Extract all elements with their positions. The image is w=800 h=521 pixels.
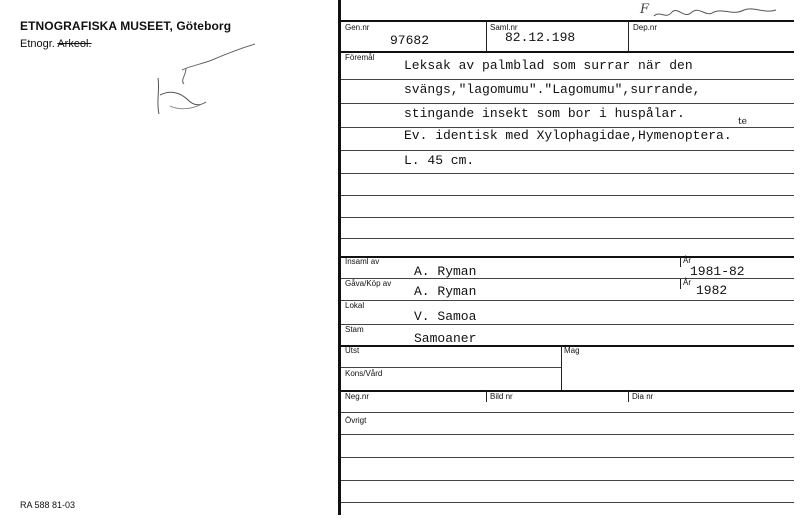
bild-nr-label: Bild nr: [490, 392, 513, 401]
ruled-line: [341, 238, 794, 239]
stam-value: Samoaner: [414, 331, 477, 346]
card-top-border: [341, 20, 794, 22]
insaml-av-value: A. Ryman: [414, 264, 477, 279]
divider: [680, 257, 681, 267]
ruled-line: [341, 480, 794, 481]
gava-kop-label: Gåva/Köp av: [345, 279, 392, 288]
ovrigt-label: Övrigt: [345, 416, 367, 425]
ruled-line: [341, 150, 794, 151]
foremal-label: Föremål: [345, 53, 375, 62]
ruled-line: [341, 412, 794, 413]
form-code: RA 588 81-03: [20, 500, 76, 510]
ruled-line: [341, 217, 794, 218]
saml-nr-value: 82.12.198: [505, 30, 576, 45]
ruled-line: [341, 300, 794, 301]
foremal-line-1: Leksak av palmblad som surrar när den: [404, 58, 693, 73]
divider: [486, 391, 487, 402]
ruled-line: [341, 324, 794, 325]
dia-nr-label: Dia nr: [632, 392, 654, 401]
lokal-value: V. Samoa: [414, 309, 477, 324]
divider: [680, 279, 681, 289]
section-divider: [341, 390, 794, 392]
section-divider: [341, 51, 794, 53]
saml-nr-label: Saml.nr: [490, 23, 518, 32]
ar-2-value: 1982: [696, 283, 728, 298]
insaml-av-label: Insaml av: [345, 257, 380, 266]
divider: [628, 391, 629, 402]
divider: [486, 21, 487, 51]
ruled-line: [341, 502, 794, 503]
foremal-line-3: stingande insekt som bor i huspålar.: [404, 106, 685, 121]
ruled-line: [341, 79, 794, 80]
foremal-line-4: Ev. identisk med Xylophagidae,Hymenoptera.: [404, 128, 732, 143]
ruled-line: [341, 457, 794, 458]
ruled-line: [341, 367, 561, 368]
utst-label: Utst: [345, 346, 360, 355]
ruled-line: [341, 434, 794, 435]
dep-nr-label: Dep.nr: [633, 23, 658, 32]
corner-annotation: [640, 2, 780, 29]
ar-1-value: 1981-82: [690, 264, 745, 279]
foremal-line-2: svängs,"lagomumu"."Lagomumu",surrande,: [404, 82, 701, 97]
neg-nr-label: Neg.nr: [345, 392, 370, 401]
section-divider: [341, 256, 794, 258]
department-struck: Arkeol.: [57, 38, 92, 50]
divider: [561, 346, 562, 391]
museum-name: ETNOGRAFISKA MUSEET, Göteborg: [20, 19, 232, 33]
ruled-line: [341, 278, 794, 279]
department-line: [20, 38, 92, 50]
lokal-label: Lokal: [345, 301, 365, 310]
ar-2-label: År: [683, 278, 691, 287]
mag-label: Mag: [564, 346, 580, 355]
ruled-line: [341, 195, 794, 196]
foremal-line-5: L. 45 cm.: [404, 153, 475, 168]
gen-nr-value: 97682: [390, 33, 430, 48]
divider: [628, 21, 629, 51]
stam-label: Stam: [345, 325, 364, 334]
ar-1-label: År: [683, 256, 691, 265]
ruled-line: [341, 103, 794, 104]
department-prefix: Etnogr.: [20, 38, 55, 50]
ruled-line: [341, 173, 794, 174]
gava-kop-value: A. Ryman: [414, 284, 477, 299]
corner-annotation-letter: F: [640, 2, 650, 17]
gen-nr-label: Gen.nr: [345, 23, 370, 32]
kons-vard-label: Kons/Vård: [345, 369, 383, 378]
pencil-signature: [150, 40, 260, 130]
foremal-correction: te: [738, 117, 747, 127]
